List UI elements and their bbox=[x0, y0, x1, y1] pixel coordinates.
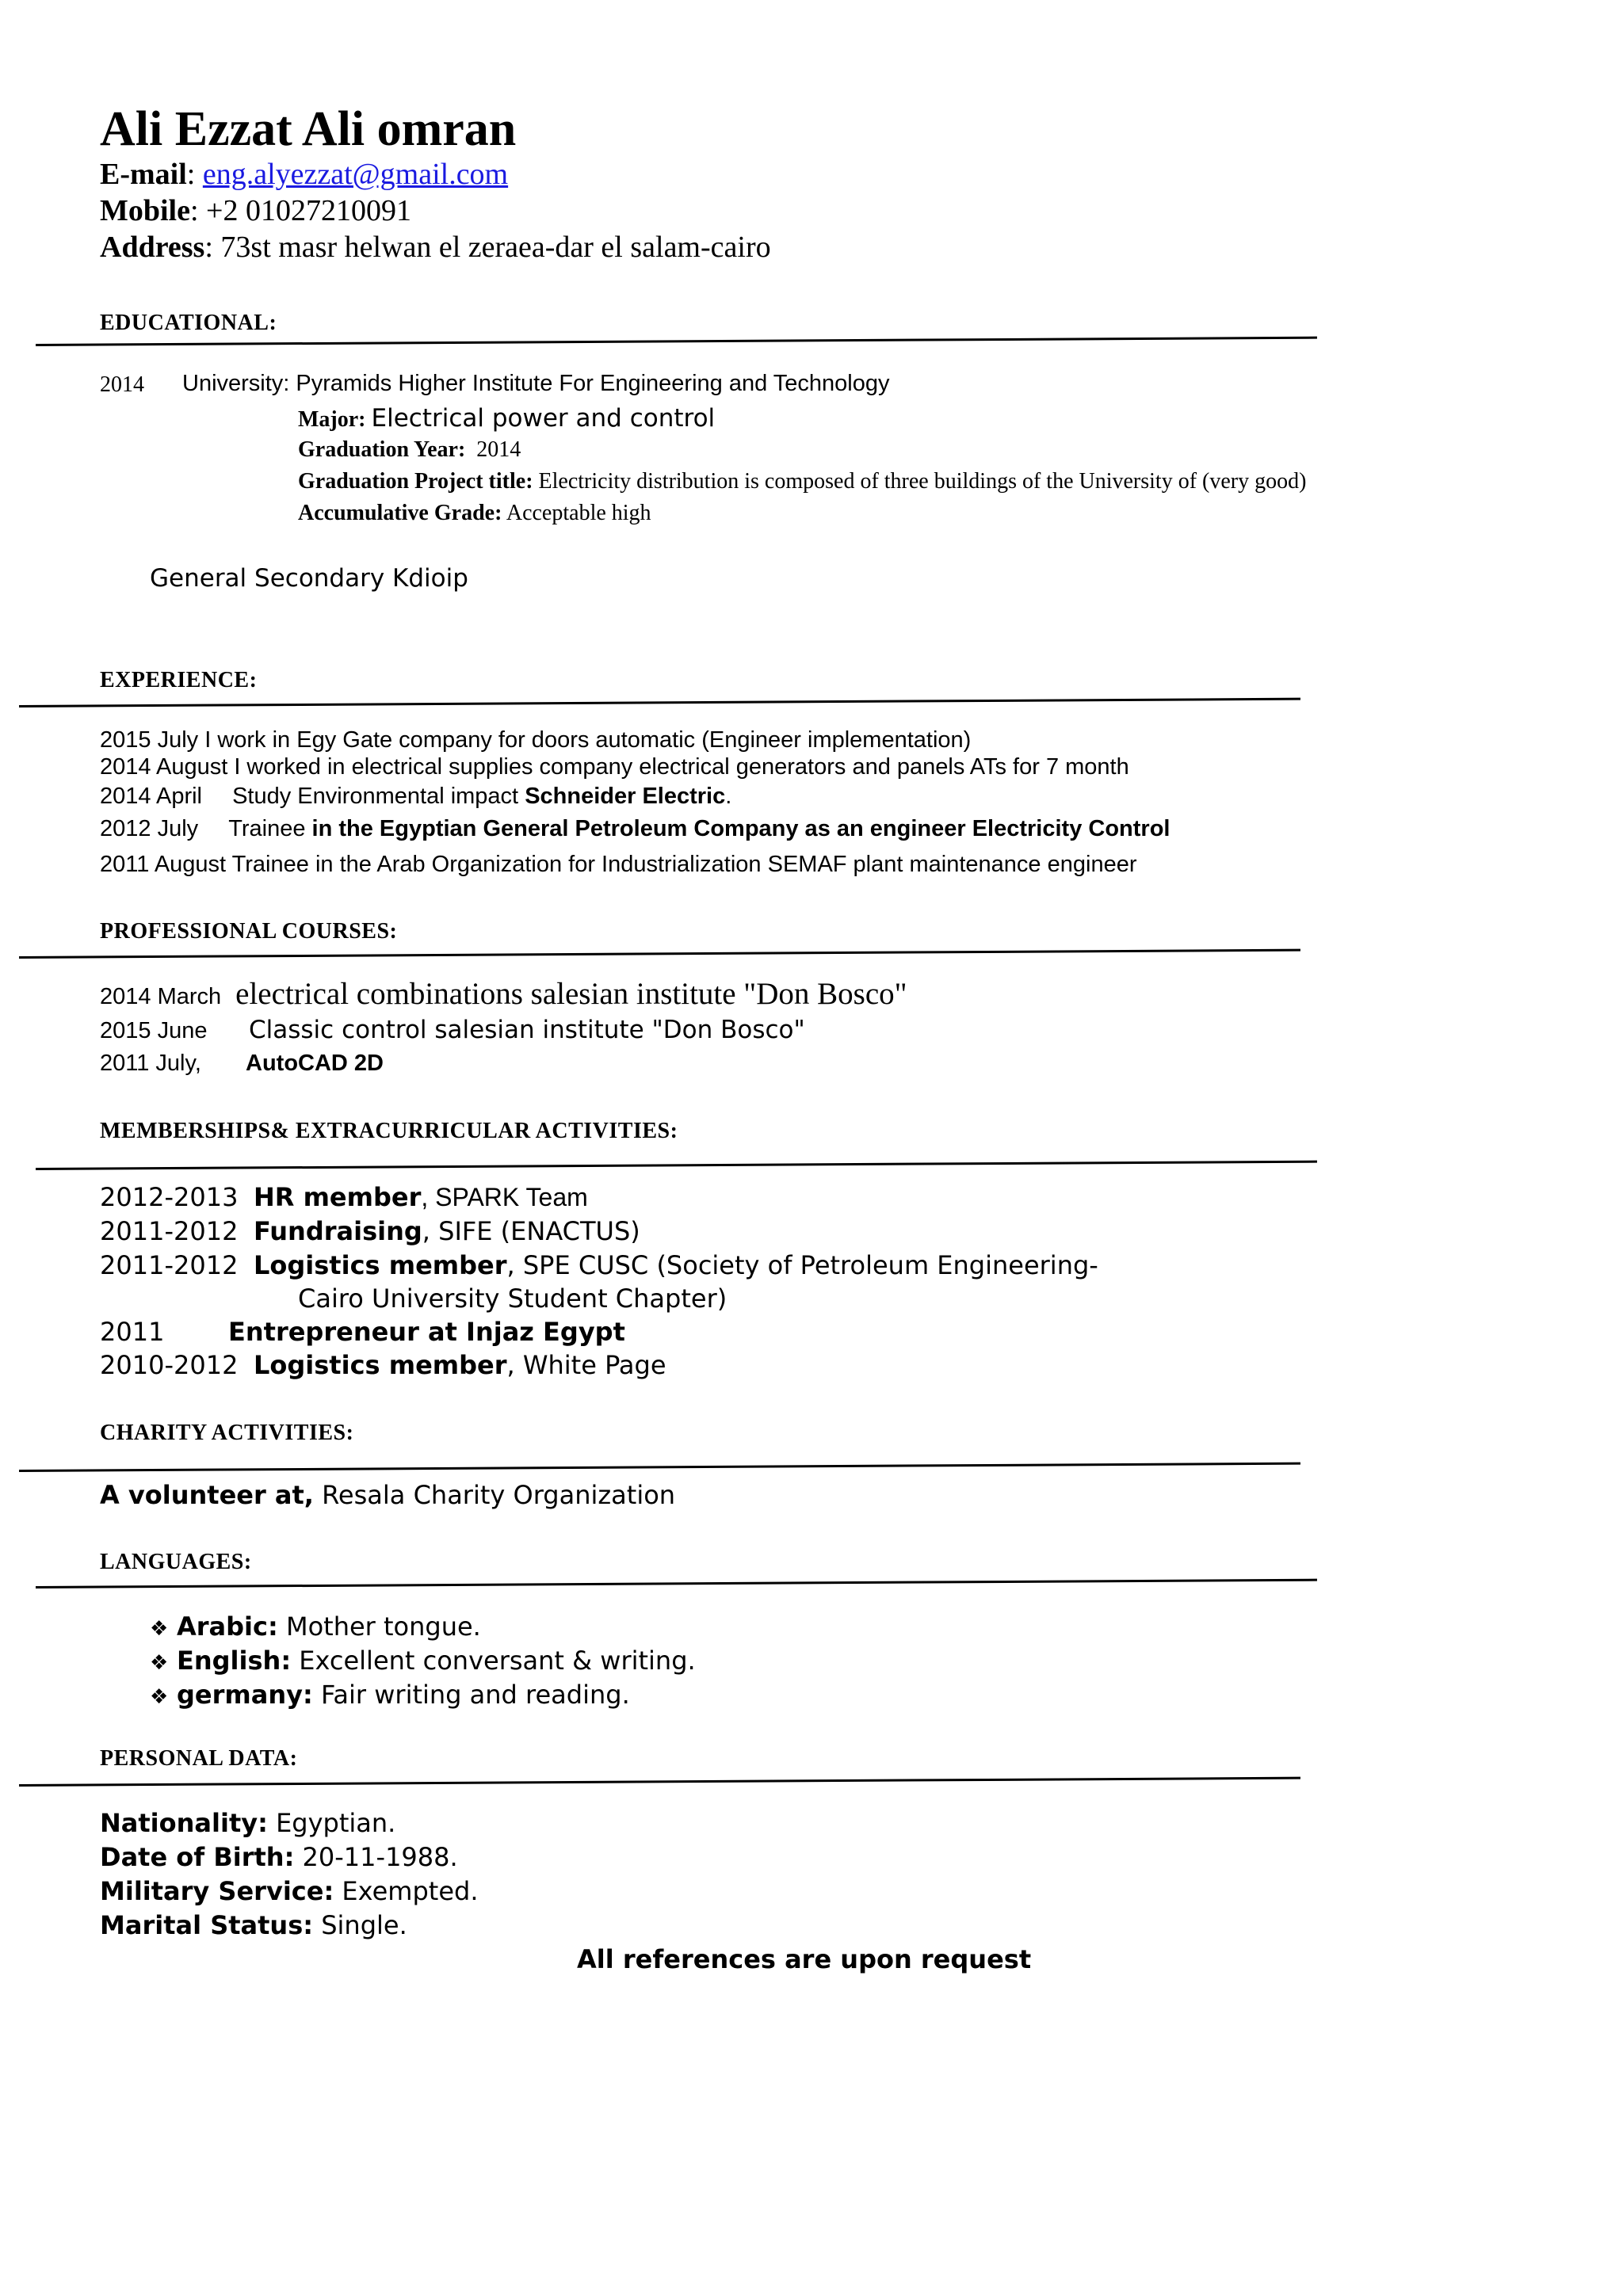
candidate-name: Ali Ezzat Ali omran bbox=[100, 102, 517, 156]
education-university: University: Pyramids Higher Institute For Engineering and Technology bbox=[182, 371, 890, 396]
memberships-title: MEMBERSHIPS& EXTRACURRICULAR ACTIVITIES: bbox=[100, 1119, 678, 1143]
diamond-bullet-icon: ❖ bbox=[150, 1651, 169, 1675]
personal-title: PERSONAL DATA: bbox=[100, 1746, 298, 1771]
experience-item-5: 2011 August Trainee in the Arab Organization for Industrialization SEMAF plant maintenance engineer bbox=[100, 852, 1137, 877]
course-item-1 bbox=[100, 976, 907, 1012]
language-2-label: English: bbox=[177, 1646, 292, 1676]
languages-rule bbox=[36, 1579, 1317, 1589]
courses-rule bbox=[19, 949, 1300, 959]
mobile-line: Mobile: +2 01027210091 bbox=[100, 194, 411, 227]
experience-item-2: 2014 August I worked in electrical supplies company electrical generators and panels ATs for 7 month bbox=[100, 754, 1129, 780]
address-label: Address bbox=[100, 231, 205, 264]
experience-rule bbox=[19, 698, 1300, 707]
experience-item-1: 2015 July I work in Egy Gate company for doors automatic (Engineer implementation) bbox=[100, 727, 972, 753]
language-item-2 bbox=[150, 1646, 696, 1676]
membership-item-1 bbox=[100, 1182, 588, 1212]
nationality-label: Nationality: bbox=[100, 1808, 268, 1838]
course-1-text: electrical combinations salesian institute "Don Bosco" bbox=[235, 977, 907, 1011]
language-3-text: Fair writing and reading. bbox=[320, 1680, 630, 1710]
email-link[interactable]: eng.alyezzat@gmail.com bbox=[202, 158, 509, 191]
membership-5-date: 2010-2012 bbox=[100, 1350, 239, 1380]
membership-3-org: , SPE CUSC (Society of Petroleum Engineering- bbox=[506, 1250, 1098, 1280]
charity-line bbox=[100, 1480, 675, 1510]
membership-5-org: , White Page bbox=[506, 1350, 666, 1380]
references-note: All references are upon request bbox=[577, 1944, 1032, 1974]
project-value: Electricity distribution is composed of three buildings of the University of (very good) bbox=[538, 469, 1307, 494]
course-item-2 bbox=[100, 1016, 805, 1044]
membership-3-role: Logistics member bbox=[254, 1250, 507, 1280]
project-label: Graduation Project title: bbox=[298, 469, 533, 494]
language-3-label: germany: bbox=[177, 1680, 313, 1710]
nationality-line bbox=[100, 1808, 395, 1838]
experience-title: EXPERIENCE: bbox=[100, 668, 258, 692]
language-item-1 bbox=[150, 1611, 481, 1642]
experience-3-end: . bbox=[725, 784, 732, 809]
membership-4-role: Entrepreneur at Injaz Egypt bbox=[228, 1317, 625, 1347]
membership-item-4 bbox=[100, 1317, 625, 1347]
military-label: Military Service: bbox=[100, 1876, 334, 1906]
marital-line bbox=[100, 1910, 407, 1940]
charity-label: A volunteer at, bbox=[100, 1480, 314, 1510]
nationality-value: Egyptian. bbox=[276, 1808, 396, 1838]
membership-3-date: 2011-2012 bbox=[100, 1250, 239, 1280]
membership-2-org: , SIFE (ENACTUS) bbox=[422, 1216, 640, 1246]
mobile-value: +2 01027210091 bbox=[206, 194, 411, 227]
grade-label: Accumulative Grade: bbox=[298, 501, 502, 525]
membership-item-5 bbox=[100, 1350, 666, 1380]
language-item-3 bbox=[150, 1680, 630, 1710]
education-secondary: General Secondary Kdioip bbox=[150, 564, 468, 593]
course-1-date: 2014 March bbox=[100, 984, 222, 1009]
email-label: E-mail bbox=[100, 158, 187, 191]
experience-item-3 bbox=[100, 784, 731, 810]
courses-title: PROFESSIONAL COURSES: bbox=[100, 919, 398, 944]
address-value: 73st masr helwan el zeraea-dar el salam-cairo bbox=[220, 231, 771, 264]
experience-item-4 bbox=[100, 816, 1170, 842]
membership-item-3 bbox=[100, 1250, 1098, 1280]
language-1-label: Arabic: bbox=[177, 1611, 278, 1642]
language-2-text: Excellent conversant & writing. bbox=[299, 1646, 696, 1676]
membership-5-role: Logistics member bbox=[254, 1350, 507, 1380]
education-project bbox=[298, 469, 1306, 494]
diamond-bullet-icon: ❖ bbox=[150, 1685, 169, 1709]
membership-2-role: Fundraising bbox=[254, 1216, 422, 1246]
membership-3-continued: Cairo University Student Chapter) bbox=[298, 1283, 727, 1314]
membership-4-date: 2011 bbox=[100, 1317, 165, 1347]
language-1-text: Mother tongue. bbox=[285, 1611, 481, 1642]
education-grad-year bbox=[298, 437, 521, 463]
marital-label: Marital Status: bbox=[100, 1910, 314, 1940]
experience-4-text: Trainee bbox=[228, 816, 306, 841]
education-grade bbox=[298, 501, 651, 526]
education-title: EDUCATIONAL: bbox=[100, 311, 277, 335]
email-line: E-mail: eng.alyezzat@gmail.com bbox=[100, 158, 509, 191]
memberships-rule bbox=[36, 1161, 1317, 1170]
personal-rule bbox=[19, 1777, 1300, 1787]
membership-1-role: HR member bbox=[254, 1182, 422, 1212]
diamond-bullet-icon: ❖ bbox=[150, 1617, 169, 1641]
marital-value: Single. bbox=[321, 1910, 407, 1940]
membership-2-date: 2011-2012 bbox=[100, 1216, 239, 1246]
charity-org: Resala Charity Organization bbox=[322, 1480, 676, 1510]
dob-line bbox=[100, 1842, 458, 1872]
experience-3-company: Schneider Electric bbox=[525, 784, 726, 809]
membership-1-org: , SPARK Team bbox=[421, 1183, 588, 1211]
experience-3-text: Study Environmental impact bbox=[232, 784, 519, 809]
membership-item-2 bbox=[100, 1216, 640, 1246]
major-value: Electrical power and control bbox=[371, 404, 716, 433]
education-rule bbox=[36, 337, 1317, 346]
course-3-text: AutoCAD 2D bbox=[246, 1051, 384, 1076]
languages-title: LANGUAGES: bbox=[100, 1550, 252, 1574]
grad-year-value: 2014 bbox=[476, 437, 521, 462]
membership-1-date: 2012-2013 bbox=[100, 1182, 239, 1212]
dob-value: 20-11-1988. bbox=[302, 1842, 458, 1872]
education-year: 2014 bbox=[100, 372, 144, 397]
course-2-date: 2015 June bbox=[100, 1018, 208, 1043]
military-value: Exempted. bbox=[342, 1876, 479, 1906]
experience-4-date: 2012 July bbox=[100, 816, 199, 841]
experience-3-date: 2014 April bbox=[100, 784, 202, 809]
charity-rule bbox=[19, 1463, 1300, 1472]
course-2-text: Classic control salesian institute "Don Bosco" bbox=[249, 1016, 805, 1044]
course-3-date: 2011 July, bbox=[100, 1051, 201, 1076]
grad-year-label: Graduation Year: bbox=[298, 437, 466, 462]
education-major bbox=[298, 404, 715, 433]
charity-title: CHARITY ACTIVITIES: bbox=[100, 1421, 354, 1445]
mobile-label: Mobile bbox=[100, 194, 190, 227]
address-line: Address: 73st masr helwan el zeraea-dar el salam-cairo bbox=[100, 231, 771, 264]
military-line bbox=[100, 1876, 478, 1906]
major-label: Major: bbox=[298, 407, 366, 432]
course-item-3 bbox=[100, 1051, 384, 1077]
grade-value: Acceptable high bbox=[506, 501, 651, 525]
experience-4-company: in the Egyptian General Petroleum Company as an engineer Electricity Control bbox=[311, 816, 1170, 841]
dob-label: Date of Birth: bbox=[100, 1842, 295, 1872]
